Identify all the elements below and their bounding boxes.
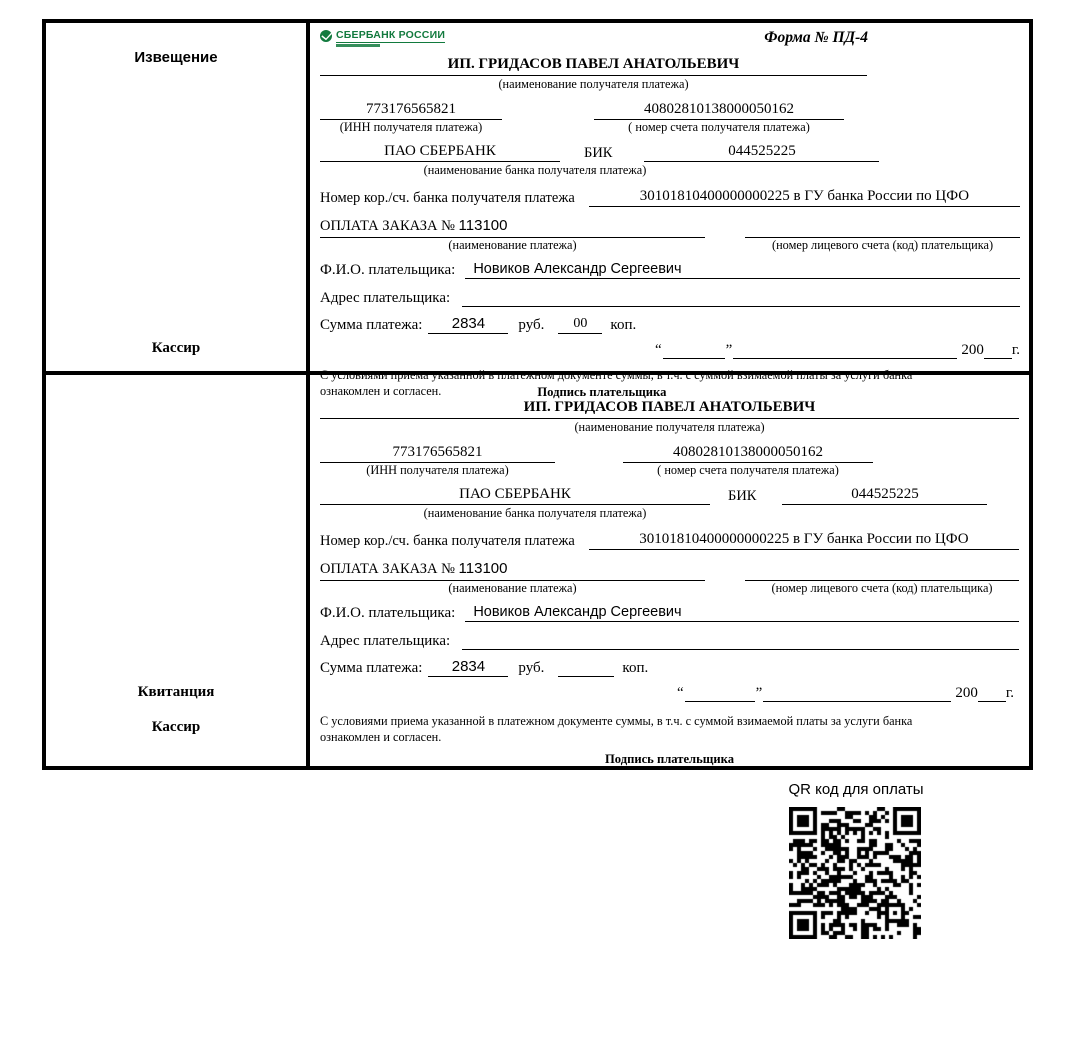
purpose-prefix: ОПЛАТА ЗАКАЗА № <box>320 561 459 577</box>
inn-value: 773176565821 <box>320 101 502 120</box>
amount-label: Сумма платежа: <box>320 317 423 333</box>
corr-account-label: Номер кор./сч. банка получателя платежа <box>320 533 575 549</box>
purpose-caption: (наименование платежа) <box>448 581 577 595</box>
year-field <box>978 701 1006 702</box>
payer-address-label: Адрес плательщика: <box>320 290 451 306</box>
purpose-value <box>320 217 705 238</box>
year-suffix: г. <box>1011 342 1021 358</box>
year-field <box>984 358 1012 359</box>
payer-name-row <box>320 604 1019 622</box>
bik-label: БИК <box>584 145 613 161</box>
bank-caption: (наименование банка получателя платежа) <box>423 506 647 520</box>
notice-left-column <box>46 23 310 371</box>
kop-label: коп. <box>610 317 637 333</box>
bik-value: 044525225 <box>644 143 879 162</box>
form-number-label: Форма № ПД-4 <box>764 29 869 46</box>
date-row <box>654 342 1020 359</box>
payer-address-label: Адрес плательщика: <box>320 633 451 649</box>
account-value: 40802810138000050162 <box>594 101 844 120</box>
payer-address-value <box>462 630 1019 650</box>
bik-label: БИК <box>728 488 757 504</box>
receipt-cashier-label: Кассир <box>151 719 201 735</box>
notice-section <box>46 23 1029 399</box>
bank-name-value: ПАО СБЕРБАНК <box>320 143 560 162</box>
notice-title: Извещение <box>134 49 218 66</box>
inn-account-captions <box>320 463 1019 478</box>
amount-row <box>320 658 1019 677</box>
amount-kop-value <box>558 675 614 677</box>
pd4-form <box>42 19 1033 770</box>
inn-caption: (ИНН получателя платежа) <box>339 120 483 134</box>
bank-caption: (наименование банка получателя платежа) <box>423 163 647 177</box>
purpose-row <box>320 560 1019 581</box>
payer-address-row <box>320 287 1020 307</box>
bank-row <box>320 143 1020 162</box>
account-caption: ( номер счета получателя платежа) <box>628 120 810 134</box>
purpose-row <box>320 217 1020 238</box>
sberbank-emblem-icon <box>320 30 332 42</box>
corr-account-row <box>320 188 1020 207</box>
corr-account-row <box>320 531 1019 550</box>
kop-label: коп. <box>622 660 649 676</box>
personal-account-field <box>745 218 1020 238</box>
bik-value: 044525225 <box>782 486 987 505</box>
date-month-field <box>763 701 951 702</box>
amount-kop-value: 00 <box>558 316 602 334</box>
year-prefix: 200 <box>955 685 978 701</box>
header-row <box>320 29 1020 56</box>
amount-rub-value: 2834 <box>428 658 508 677</box>
amount-rub-value: 2834 <box>428 315 508 334</box>
date-row <box>676 685 1019 702</box>
receipt-title: Квитанция <box>137 684 215 700</box>
sberbank-logo-text: СБЕРБАНК РОССИИ <box>336 29 446 41</box>
qr-caption: QR код для оплаты <box>788 781 924 798</box>
corr-account-label: Номер кор./сч. банка получателя платежа <box>320 190 575 206</box>
quote-close: ” <box>725 342 733 358</box>
bank-row <box>320 486 1019 505</box>
date-month-field <box>733 358 957 359</box>
notice-body <box>310 23 1030 399</box>
account-caption: ( номер счета получателя платежа) <box>657 463 839 477</box>
payer-name-row <box>320 261 1020 279</box>
year-prefix: 200 <box>961 342 984 358</box>
personal-account-caption: (номер лицевого счета (код) плательщика) <box>771 581 993 595</box>
order-number: 113100 <box>458 217 508 234</box>
personal-account-field <box>745 561 1019 581</box>
purpose-captions <box>320 581 1019 596</box>
order-number: 113100 <box>458 560 508 577</box>
account-value: 40802810138000050162 <box>623 444 873 463</box>
inn-account-row <box>320 444 1019 463</box>
sberbank-logo <box>320 29 445 47</box>
bank-name-value: ПАО СБЕРБАНК <box>320 486 710 505</box>
rub-label: руб. <box>518 317 545 333</box>
amount-label: Сумма платежа: <box>320 660 423 676</box>
date-day-field <box>685 701 755 702</box>
payer-name-value: Новиков Александр Сергеевич <box>465 261 1020 279</box>
corr-account-value: 30101810400000000225 в ГУ банка России по ЦФО <box>589 531 1019 550</box>
receipt-section <box>46 375 1029 766</box>
receipt-body <box>310 375 1029 766</box>
corr-account-value: 30101810400000000225 в ГУ банка России по ЦФО <box>589 188 1020 207</box>
payer-name-label: Ф.И.О. плательщика: <box>320 262 456 278</box>
payer-address-row <box>320 630 1019 650</box>
inn-account-captions <box>320 120 1020 135</box>
receipt-left-column <box>46 375 310 766</box>
agreement-block <box>320 714 1019 767</box>
date-day-field <box>663 358 725 359</box>
quote-open: “ <box>655 342 662 358</box>
payee-name: ИП. ГРИДАСОВ ПАВЕЛ АНАТОЛЬЕВИЧ <box>320 399 1019 419</box>
qr-code <box>789 807 921 939</box>
payee-name: ИП. ГРИДАСОВ ПАВЕЛ АНАТОЛЬЕВИЧ <box>320 56 867 76</box>
rub-label: руб. <box>518 660 545 676</box>
sberbank-tagline-bar <box>336 44 380 47</box>
agreement-line1: С условиями приема указанной в платежном документе суммы, в т.ч. с суммой взимаемой платы за услуги банка <box>320 368 913 382</box>
purpose-caption: (наименование платежа) <box>448 238 577 252</box>
sberbank-logo-texts <box>336 29 445 47</box>
agreement-line1: С условиями приема указанной в платежном документе суммы, в т.ч. с суммой взимаемой платы за услуги банка <box>320 714 913 728</box>
agreement-line2: ознакомлен и согласен. <box>320 729 442 744</box>
agreement-line2: ознакомлен и согласен. <box>320 383 442 398</box>
inn-caption: (ИНН получателя платежа) <box>366 463 509 477</box>
notice-cashier-label: Кассир <box>151 340 201 356</box>
payer-name-value: Новиков Александр Сергеевич <box>465 604 1019 622</box>
inn-account-row <box>320 101 1020 120</box>
purpose-captions <box>320 238 1020 253</box>
payer-name-label: Ф.И.О. плательщика: <box>320 605 456 621</box>
personal-account-caption: (номер лицевого счета (код) плательщика) <box>772 238 994 252</box>
signature-label: Подпись плательщика <box>537 384 667 399</box>
quote-close: ” <box>755 685 763 701</box>
signature-label: Подпись плательщика <box>604 751 735 766</box>
payee-caption: (наименование получателя платежа) <box>574 420 765 434</box>
quote-open: “ <box>677 685 684 701</box>
purpose-prefix: ОПЛАТА ЗАКАЗА № <box>320 218 459 234</box>
inn-value: 773176565821 <box>320 444 555 463</box>
payee-caption: (наименование получателя платежа) <box>498 77 689 91</box>
year-suffix: г. <box>1005 685 1015 701</box>
amount-row <box>320 315 1020 334</box>
payer-address-value <box>462 287 1020 307</box>
purpose-value <box>320 560 705 581</box>
